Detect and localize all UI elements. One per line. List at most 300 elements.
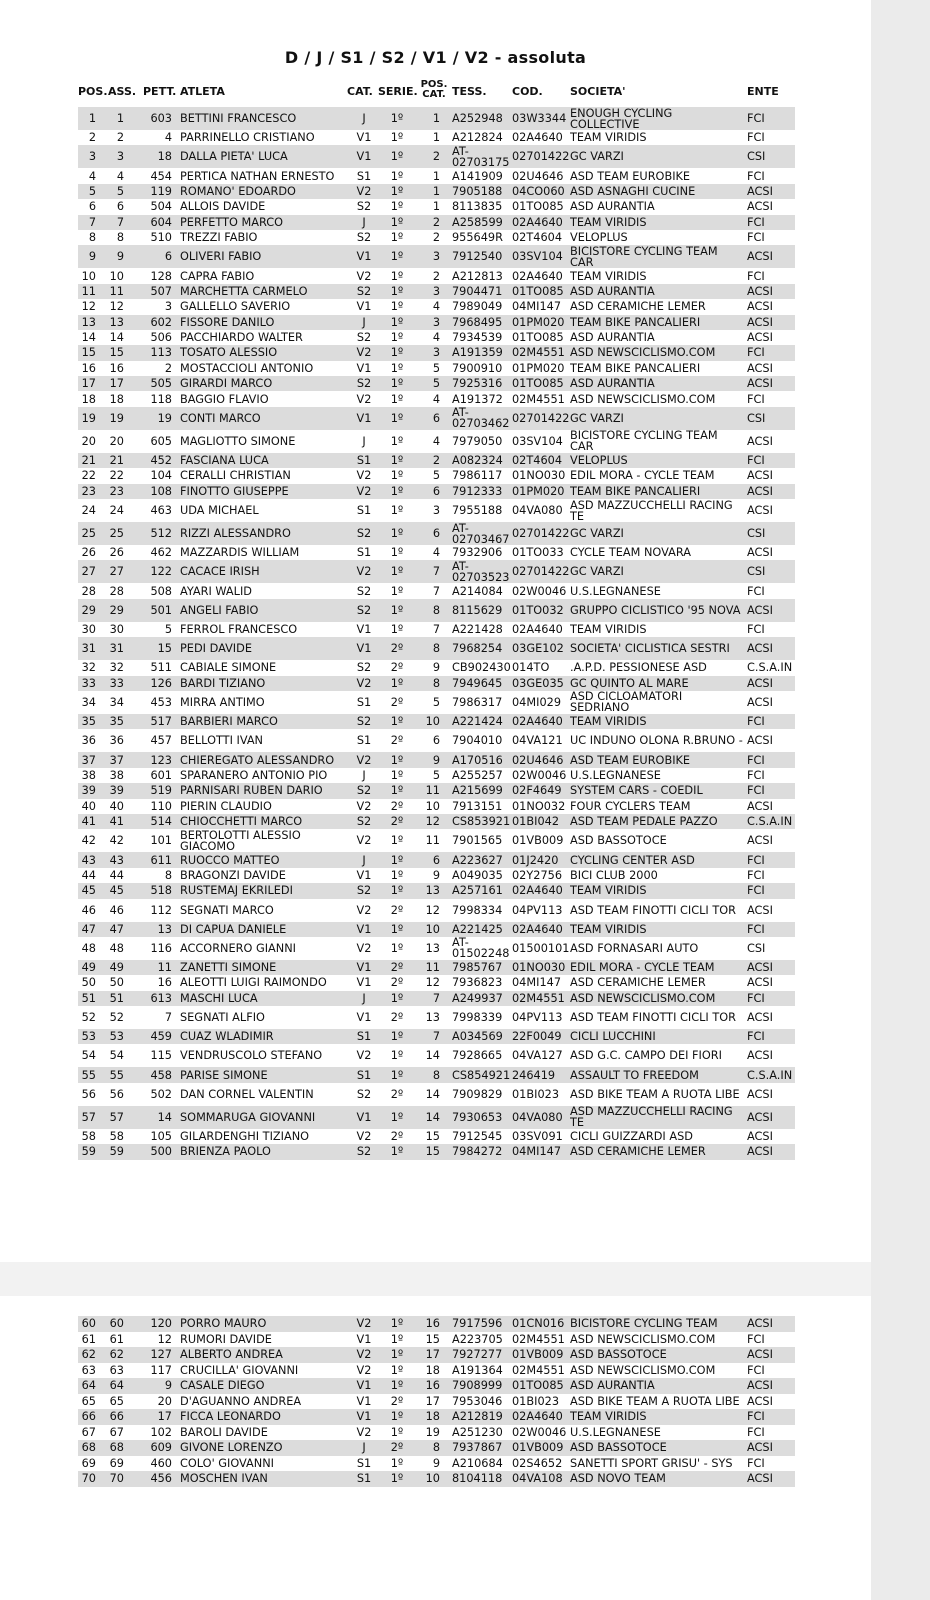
cell-serie: 1º [390, 454, 404, 468]
cell-atleta: VENDRUSCOLO STEFANO [180, 1049, 323, 1063]
cell-atleta: FASCIANA LUCA [180, 454, 269, 468]
cell-societa: ASD ASNAGHI CUCINE [570, 184, 696, 198]
cell-atleta: RIZZI ALESSANDRO [180, 527, 291, 541]
cell-pos-cat: 4 [432, 331, 440, 345]
cell-ente: FCI [747, 753, 765, 767]
cell-pett: 6 [164, 250, 172, 264]
cell-pos: 4 [88, 169, 96, 183]
cell-cat: V2 [356, 565, 372, 579]
cell-ass: 62 [109, 1348, 124, 1362]
cell-pos: 16 [81, 361, 96, 375]
cell-pett: 3 [164, 300, 172, 314]
cell-atleta: BAGGIO FLAVIO [180, 392, 269, 406]
cell-pos-cat: 5 [432, 469, 440, 483]
cell-cat: S2 [356, 784, 372, 798]
cell-pos: 66 [81, 1410, 96, 1424]
cell-serie: 1º [390, 546, 404, 560]
table-row [78, 245, 795, 268]
cell-pett: 117 [150, 1363, 172, 1377]
cell-cat: V2 [356, 676, 372, 690]
cell-cod: 02M4551 [512, 1332, 565, 1346]
cell-ente: ACSI [747, 603, 773, 617]
cell-atleta: PARNISARI RUBEN DARIO [180, 784, 323, 798]
cell-tess: 7904010 [452, 734, 503, 748]
table-row [78, 583, 795, 598]
cell-pett: 457 [150, 734, 172, 748]
cell-cat: J [362, 215, 366, 229]
cell-societa: ASD AURANTIA [570, 200, 655, 214]
cell-tess: A049035 [452, 868, 503, 882]
cell-pett: 118 [150, 392, 172, 406]
cell-pos-cat: 1 [432, 200, 440, 214]
cell-pett: 127 [150, 1348, 172, 1362]
cell-tess: 7912545 [452, 1130, 503, 1144]
cell-societa: U.S.LEGNANESE [570, 584, 661, 598]
table-row [78, 752, 795, 767]
cell-cod: 04VA121 [512, 734, 563, 748]
table-row [78, 268, 795, 283]
header-ente: ENTE [747, 85, 779, 98]
cell-societa: U.S.LEGNANESE [570, 1425, 661, 1439]
header-pos-cat [419, 80, 449, 100]
cell-pos-cat: 14 [425, 1049, 440, 1063]
cell-ass: 28 [109, 584, 124, 598]
cell-cat: S1 [356, 169, 372, 183]
table-row [78, 1083, 795, 1106]
cell-ass: 25 [109, 527, 124, 541]
cell-ente: FCI [747, 392, 765, 406]
cell-pett: 500 [150, 1145, 172, 1159]
cell-cod: 04MI029 [512, 695, 562, 709]
cell-pett: 20 [157, 1394, 172, 1408]
cell-ass: 41 [109, 815, 124, 829]
cell-ass: 47 [109, 922, 124, 936]
cell-ente: ACSI [747, 434, 773, 448]
cell-atleta: TOSATO ALESSIO [180, 346, 278, 360]
cell-societa: GC VARZI [570, 411, 624, 425]
cell-ente: FCI [747, 269, 765, 283]
cell-cod: 01TO085 [512, 200, 564, 214]
cell-ente: ACSI [747, 484, 773, 498]
cell-atleta: CAPRA FABIO [180, 269, 255, 283]
cell-ass: 14 [109, 331, 124, 345]
cell-atleta: BETTINI FRANCESCO [180, 112, 297, 125]
cell-pos: 35 [81, 715, 96, 729]
cell-cat: V1 [356, 250, 372, 264]
cell-pos: 8 [88, 231, 96, 245]
cell-atleta: RUOCCO MATTEO [180, 853, 280, 867]
cell-societa: ASD CERAMICHE LEMER [570, 976, 706, 990]
cell-atleta: RUSTEMAJ EKRILEDI [180, 884, 293, 898]
table-row [78, 1129, 795, 1144]
cell-societa: TEAM BIKE PANCALIERI [570, 361, 701, 375]
cell-cod: 02S4652 [512, 1456, 563, 1470]
cell-societa: ENOUGH CYCLING COLLECTIVE [570, 107, 673, 130]
cell-cat: V2 [356, 753, 372, 767]
cell-cod: 02A4640 [512, 715, 563, 729]
cell-pett: 7 [164, 1011, 172, 1025]
cell-societa: ASD AURANTIA [570, 331, 655, 345]
cell-pos-cat: 4 [432, 392, 440, 406]
cell-societa: ASD TEAM PEDALE PAZZO [570, 815, 718, 829]
header-cat: CAT. [347, 85, 373, 98]
cell-societa: SYSTEM CARS - COEDIL [570, 784, 703, 798]
cell-tess: 7912333 [452, 484, 503, 498]
cell-atleta: CONTI MARCO [180, 411, 261, 425]
cell-serie: 1º [390, 150, 404, 164]
cell-tess: 7927277 [452, 1348, 503, 1362]
cell-ente: CSI [747, 941, 766, 955]
cell-cat: J [362, 1441, 366, 1455]
cell-tess: 7913151 [452, 799, 503, 813]
cell-societa: EDIL MORA - CYCLE TEAM [570, 469, 715, 483]
cell-societa: ASD G.C. CAMPO DEI FIORI [570, 1049, 722, 1063]
cell-tess: CS853921 [452, 815, 511, 829]
table-row [78, 768, 795, 783]
cell-pett: 18 [157, 150, 172, 164]
cell-cod: 02A4640 [512, 623, 563, 636]
cell-ass: 69 [109, 1456, 124, 1470]
cell-pett: 123 [150, 753, 172, 767]
table-row [78, 522, 795, 545]
cell-ente: CSI [747, 565, 766, 579]
cell-serie: 1º [390, 300, 404, 314]
cell-ente: ACSI [747, 799, 773, 813]
cell-cod: 02701422 [512, 150, 570, 164]
header-pett: PETT. [143, 85, 177, 98]
table-row [78, 391, 795, 406]
cell-cat: S1 [356, 1030, 372, 1044]
table-row [78, 1425, 795, 1441]
cell-tess: AT-02703462 [452, 406, 510, 430]
cell-atleta: MOSTACCIOLI ANTONIO [180, 361, 314, 375]
cell-atleta: BARBIERI MARCO [180, 715, 278, 729]
cell-serie: 1º [390, 231, 404, 245]
cell-atleta: GALLELLO SAVERIO [180, 300, 291, 314]
cell-cod: 03SV104 [512, 434, 563, 448]
table-row [78, 714, 795, 729]
cell-pos: 65 [81, 1394, 96, 1408]
cell-cod: 02A4640 [512, 269, 563, 283]
cell-pos-cat: 9 [432, 661, 440, 675]
cell-cod: 04MI147 [512, 1145, 562, 1159]
cell-pos: 28 [81, 584, 96, 598]
cell-serie: 1º [390, 1363, 404, 1377]
cell-pett: 15 [157, 642, 172, 656]
table-row [78, 468, 795, 483]
cell-cod: 02U4646 [512, 169, 564, 183]
cell-cod: 246419 [512, 1068, 556, 1082]
cell-societa: ASD MAZZUCCHELLI RACING TE [570, 499, 733, 523]
cell-atleta: SPARANERO ANTONIO PIO [180, 768, 328, 782]
table-row [78, 1316, 795, 1332]
cell-cat: V1 [356, 1110, 372, 1124]
cell-cat: V1 [356, 1332, 372, 1346]
table-row [78, 1378, 795, 1394]
cell-societa: ASSAULT TO FREEDOM [570, 1068, 699, 1082]
cell-atleta: PARISE SIMONE [180, 1068, 268, 1082]
cell-ente: C.S.A.IN [747, 815, 793, 829]
cell-cod: 02W0046 [512, 584, 567, 598]
cell-pos-cat: 6 [432, 411, 440, 425]
cell-serie: 1º [390, 250, 404, 264]
cell-serie: 1º [390, 112, 404, 125]
cell-ass: 61 [109, 1332, 124, 1346]
cell-cat: S2 [356, 231, 372, 245]
cell-ente: FCI [747, 1332, 765, 1346]
cell-ass: 67 [109, 1425, 124, 1439]
cell-pos: 48 [81, 941, 96, 955]
cell-tess: A252948 [452, 112, 503, 125]
cell-pos: 52 [81, 1011, 96, 1025]
cell-serie: 1º [390, 269, 404, 283]
cell-ente: ACSI [747, 1087, 773, 1101]
cell-pett: 11 [157, 961, 172, 975]
cell-pos-cat: 5 [432, 768, 440, 782]
cell-ass: 52 [109, 1011, 124, 1025]
cell-atleta: AYARI WALID [180, 584, 252, 598]
cell-serie: 1º [390, 922, 404, 936]
cell-societa: ASD NEWSCICLISMO.COM [570, 1332, 716, 1346]
cell-societa: BICISTORE CYCLING TEAM [570, 1317, 718, 1331]
table-row [78, 361, 795, 376]
cell-pos-cat: 10 [425, 799, 440, 813]
cell-cod: 02A4640 [512, 215, 563, 229]
cell-pett: 460 [150, 1456, 172, 1470]
cell-serie: 1º [390, 411, 404, 425]
table-row [78, 1106, 795, 1129]
cell-cod: 01CN016 [512, 1317, 565, 1331]
cell-societa: BICISTORE CYCLING TEAM CAR [570, 245, 718, 269]
cell-pett: 609 [150, 1441, 172, 1455]
cell-serie: 1º [390, 784, 404, 798]
table-row [78, 130, 795, 145]
cell-cod: 03SV091 [512, 1130, 563, 1144]
cell-ente: ACSI [747, 1317, 773, 1331]
cell-cod: 02W0046 [512, 768, 567, 782]
cell-tess: 7968254 [452, 642, 503, 656]
cell-serie: 1º [390, 1068, 404, 1082]
cell-cod: 02Y2756 [512, 868, 563, 882]
cell-cod: 02701422 [512, 565, 570, 579]
cell-cat: V1 [356, 411, 372, 425]
cell-ente: ACSI [747, 546, 773, 560]
cell-ass: 17 [109, 377, 124, 391]
cell-cat: V1 [356, 361, 372, 375]
cell-pett: 119 [150, 184, 172, 198]
cell-pos-cat: 5 [432, 377, 440, 391]
cell-pos: 44 [81, 868, 96, 882]
cell-pett: 14 [157, 1110, 172, 1124]
cell-cat: V1 [356, 150, 372, 164]
cell-atleta: BRIENZA PAOLO [180, 1145, 271, 1159]
cell-pos-cat: 14 [425, 1110, 440, 1124]
cell-ente: FCI [747, 623, 765, 636]
cell-pett: 120 [150, 1317, 172, 1331]
cell-atleta: ALLOIS DAVIDE [180, 200, 266, 214]
table-row [78, 1456, 795, 1472]
cell-ass: 44 [109, 868, 124, 882]
cell-atleta: GIVONE LORENZO [180, 1441, 283, 1455]
cell-tess: A034569 [452, 1030, 503, 1044]
cell-pos-cat: 18 [425, 1363, 440, 1377]
cell-cod: 01PM020 [512, 315, 565, 329]
cell-cat: V2 [356, 484, 372, 498]
cell-cat: V1 [356, 642, 372, 656]
cell-tess: 7984272 [452, 1145, 503, 1159]
cell-serie: 1º [390, 469, 404, 483]
cell-ass: 70 [109, 1472, 124, 1486]
cell-pos-cat: 14 [425, 1087, 440, 1101]
cell-serie: 1º [390, 169, 404, 183]
cell-societa: .A.P.D. PESSIONESE ASD [570, 661, 707, 675]
cell-pos-cat: 10 [425, 715, 440, 729]
cell-societa: ASD TEAM EUROBIKE [570, 169, 691, 183]
cell-tess: 955649R [452, 231, 503, 245]
cell-societa: TEAM VIRIDIS [570, 715, 647, 729]
header-pos-cat-line1: POS. [420, 79, 448, 90]
cell-cat: V1 [356, 1394, 372, 1408]
cell-serie: 2º [390, 1011, 404, 1025]
cell-serie: 1º [390, 603, 404, 617]
cell-tess: 7998334 [452, 903, 503, 917]
cell-pett: 508 [150, 584, 172, 598]
table-row [78, 315, 795, 330]
cell-serie: 1º [390, 1425, 404, 1439]
table-row [78, 991, 795, 1006]
cell-societa: TEAM VIRIDIS [570, 1410, 647, 1424]
table-row [78, 499, 795, 522]
cell-ente: ACSI [747, 1472, 773, 1486]
table-row [78, 407, 795, 430]
cell-ente: ACSI [747, 1379, 773, 1393]
cell-pos-cat: 8 [432, 603, 440, 617]
cell-pett: 604 [150, 215, 172, 229]
page-title: D / J / S1 / S2 / V1 / V2 - assoluta [284, 48, 587, 67]
cell-cat: S2 [356, 1145, 372, 1159]
cell-pos-cat: 7 [432, 991, 440, 1005]
cell-cod: 01500101 [512, 941, 570, 955]
cell-atleta: ACCORNERO GIANNI [180, 941, 297, 955]
cell-ass: 26 [109, 546, 124, 560]
cell-cat: S1 [356, 1472, 372, 1486]
cell-pett: 452 [150, 454, 172, 468]
cell-atleta: BELLOTTI IVAN [180, 734, 264, 748]
cell-societa: GRUPPO CICLISTICO '95 NOVA [570, 603, 741, 617]
cell-atleta: CABIALE SIMONE [180, 661, 277, 675]
cell-ass: 34 [109, 695, 124, 709]
cell-atleta: ALBERTO ANDREA [180, 1348, 283, 1362]
cell-atleta: ZANETTI SIMONE [180, 961, 277, 975]
cell-serie: 1º [390, 768, 404, 782]
cell-pos: 17 [81, 377, 96, 391]
table-row [78, 376, 795, 391]
cell-pos-cat: 12 [425, 976, 440, 990]
results-table-page-1 [78, 107, 795, 1160]
cell-pos: 58 [81, 1130, 96, 1144]
cell-cat: J [362, 991, 366, 1005]
cell-ente: FCI [747, 584, 765, 598]
cell-ass: 11 [109, 284, 124, 298]
cell-tess: A141909 [452, 169, 503, 183]
cell-ente: ACSI [747, 1348, 773, 1362]
cell-serie: 1º [390, 868, 404, 882]
cell-atleta: DAN CORNEL VALENTIN [180, 1087, 314, 1101]
cell-pos: 51 [81, 991, 96, 1005]
cell-atleta: FISSORE DANILO [180, 315, 275, 329]
cell-cat: V2 [356, 1130, 372, 1144]
cell-cod: 03SV104 [512, 250, 563, 264]
cell-pos: 3 [88, 150, 96, 164]
cell-ass: 33 [109, 676, 124, 690]
cell-cod: 03GE035 [512, 676, 564, 690]
cell-tess: A212813 [452, 269, 503, 283]
cell-societa: ASD BIKE TEAM A RUOTA LIBE [570, 1394, 740, 1408]
cell-pett: 456 [150, 1472, 172, 1486]
table-row [78, 1044, 795, 1067]
cell-pos: 60 [81, 1317, 96, 1331]
cell-serie: 1º [390, 346, 404, 360]
cell-pos: 53 [81, 1030, 96, 1044]
table-row [78, 660, 795, 675]
cell-pett: 126 [150, 676, 172, 690]
cell-ass: 10 [109, 269, 124, 283]
cell-atleta: TREZZI FABIO [180, 231, 258, 245]
cell-pos-cat: 10 [425, 922, 440, 936]
cell-cat: V1 [356, 1410, 372, 1424]
cell-tess: 7901565 [452, 834, 503, 848]
cell-ente: ACSI [747, 361, 773, 375]
cell-pos: 39 [81, 784, 96, 798]
cell-pos-cat: 15 [425, 1332, 440, 1346]
cell-cat: V2 [356, 184, 372, 198]
cell-pos: 64 [81, 1379, 96, 1393]
cell-cod: 01VB009 [512, 834, 564, 848]
cell-ass: 19 [109, 411, 124, 425]
cell-tess: 7986317 [452, 695, 503, 709]
cell-tess: 7934539 [452, 331, 503, 345]
cell-tess: 7937867 [452, 1441, 503, 1455]
table-row [78, 199, 795, 214]
cell-ente: ACSI [747, 1011, 773, 1025]
cell-pos: 11 [81, 284, 96, 298]
table-row [78, 829, 795, 852]
cell-pos-cat: 16 [425, 1317, 440, 1331]
cell-pos: 45 [81, 884, 96, 898]
cell-tess: AT-02703175 [452, 145, 510, 169]
table-row [78, 345, 795, 360]
cell-societa: EDIL MORA - CYCLE TEAM [570, 961, 715, 975]
cell-ass: 53 [109, 1030, 124, 1044]
cell-pos: 63 [81, 1363, 96, 1377]
cell-societa: TEAM VIRIDIS [570, 131, 647, 145]
cell-pos: 12 [81, 300, 96, 314]
cell-ente: CSI [747, 150, 766, 164]
cell-cod: 01VB009 [512, 1348, 564, 1362]
cell-pos: 27 [81, 565, 96, 579]
cell-atleta: BERTOLOTTI ALESSIO GIACOMO [180, 829, 301, 853]
cell-pos-cat: 4 [432, 434, 440, 448]
cell-pett: 112 [150, 903, 172, 917]
cell-ente: ACSI [747, 676, 773, 690]
cell-pos-cat: 13 [425, 1011, 440, 1025]
cell-ente: CSI [747, 527, 766, 541]
cell-pos-cat: 3 [432, 346, 440, 360]
cell-serie: 1º [390, 504, 404, 518]
cell-atleta: PACCHIARDO WALTER [180, 331, 303, 345]
cell-cat: S2 [356, 377, 372, 391]
cell-cod: 22F0049 [512, 1030, 562, 1044]
